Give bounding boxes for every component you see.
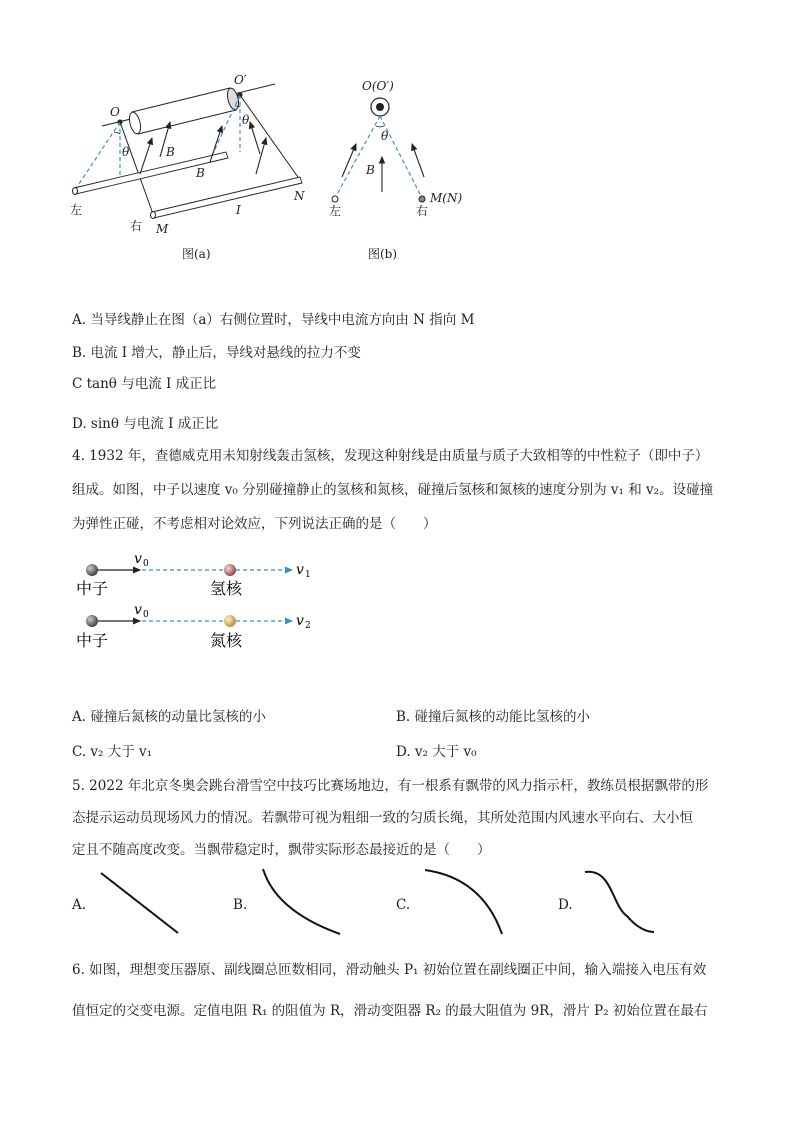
label-MN: M(N)	[430, 191, 463, 205]
nitrogen-ball	[224, 615, 236, 627]
label-right-b: 右	[416, 204, 429, 218]
label-left-a: 左	[70, 203, 83, 217]
label-nitrogen: 氮核	[210, 631, 243, 650]
q3-option-b: B. 电流 I 增大，静止后，导线对悬线的拉力不变	[72, 345, 361, 361]
label-B1: B	[166, 145, 175, 159]
label-hydrogen: 氢核	[210, 579, 243, 598]
label-N: N	[294, 189, 305, 203]
neutron-ball-1	[86, 564, 98, 576]
q3-option-d: D. sinθ 与电流 I 成正比	[72, 416, 219, 432]
q5-option-a-curve	[96, 868, 186, 938]
q5-option-a-label: A.	[72, 897, 87, 913]
label-v2: v	[296, 613, 304, 629]
label-I: I	[236, 203, 241, 217]
label-Oprime: O′	[234, 73, 247, 87]
label-v0-sub-2: 0	[143, 610, 149, 620]
label-right-a: 右	[130, 219, 143, 233]
label-neutron-2: 中子	[76, 631, 109, 650]
q4-stem-line3: 为弹性正碰，不考虑相对论效应，下列说法正确的是（ ）	[72, 516, 437, 532]
hydrogen-ball	[224, 564, 236, 576]
label-v0-2: v	[134, 602, 142, 618]
label-M: M	[156, 222, 169, 236]
q5-option-c-curve	[420, 866, 510, 938]
cylinder	[127, 87, 240, 135]
label-v1-sub: 1	[305, 570, 311, 580]
label-OOprime: O(O′)	[362, 79, 394, 93]
q5-option-b-curve	[258, 866, 348, 938]
q5-stem-line2: 态提示运动员现场风力的情况。若飘带可视为粗细一致的匀质长绳，其所处范围内风速水平向右、大小恒	[72, 810, 693, 826]
caption-a: 图(a)	[182, 247, 211, 261]
figure-b	[320, 62, 480, 272]
label-v2-sub: 2	[305, 621, 311, 631]
label-B-b: B	[366, 163, 375, 177]
q3-option-a: A. 当导线静止在图（a）右侧位置时，导线中电流方向由 N 指向 M	[72, 312, 475, 328]
left-wire	[332, 196, 338, 202]
q4-option-d: D. v₂ 大于 v₀	[396, 744, 477, 760]
right-wire	[419, 196, 425, 202]
q5-option-c-label: C.	[396, 897, 411, 913]
label-O: O	[110, 105, 120, 119]
label-v0-sub-1: 0	[143, 559, 149, 569]
neutron-ball-2	[86, 615, 98, 627]
label-theta-a1: θ	[122, 145, 130, 159]
q3-option-c: C tanθ 与电流 I 成正比	[72, 376, 217, 392]
figure-a	[60, 62, 320, 272]
label-neutron-1: 中子	[76, 579, 109, 598]
label-left-b: 左	[329, 204, 342, 218]
q5-option-d-curve	[582, 866, 662, 938]
q6-stem-line2: 值恒定的交变电源。定值电阻 R₁ 的阻值为 R，滑动变阻器 R₂ 的最大阻值为 9R，滑片 P₂ 初始位置在最右	[72, 1003, 708, 1019]
q6-stem-line1: 6. 如图，理想变压器原、副线圈总匝数相同，滑动触头 P₁ 初始位置在副线圈正中间，输入端接入电压有效	[72, 962, 707, 978]
q5-stem-line1: 5. 2022 年北京冬奥会跳台滑雪空中技巧比赛场地边，有一根系有飘带的风力指示杆，教练员根据飘带的形	[72, 778, 709, 794]
q4-option-c: C. v₂ 大于 v₁	[72, 744, 153, 760]
label-theta-b: θ	[381, 129, 389, 143]
q4-stem-line1: 4. 1932 年，查德威克用未知射线轰击氢核，发现这种射线是由质量与质子大致相等的中性粒子（即中子）	[72, 448, 709, 464]
q5-option-d-label: D.	[558, 897, 573, 913]
label-B2: B	[196, 166, 205, 180]
q4-option-b: B. 碰撞后氮核的动能比氢核的小	[396, 709, 591, 725]
q5-option-b-label: B.	[233, 897, 248, 913]
q5-stem-line3: 定且不随高度改变。当飘带稳定时，飘带实际形态最接近的是（ ）	[72, 842, 491, 858]
figure-q4	[70, 548, 330, 658]
label-theta-a2: θ	[242, 113, 250, 127]
q4-option-a: A. 碰撞后氮核的动量比氢核的小	[72, 709, 266, 725]
q4-stem-line2: 组成。如图，中子以速度 v₀ 分别碰撞静止的氢核和氮核，碰撞后氢核和氮核的速度分别为 v₁ 和 v₂。设碰撞	[72, 482, 714, 498]
label-v0-1: v	[134, 551, 142, 567]
caption-b: 图(b)	[368, 247, 398, 261]
label-v1: v	[296, 562, 304, 578]
